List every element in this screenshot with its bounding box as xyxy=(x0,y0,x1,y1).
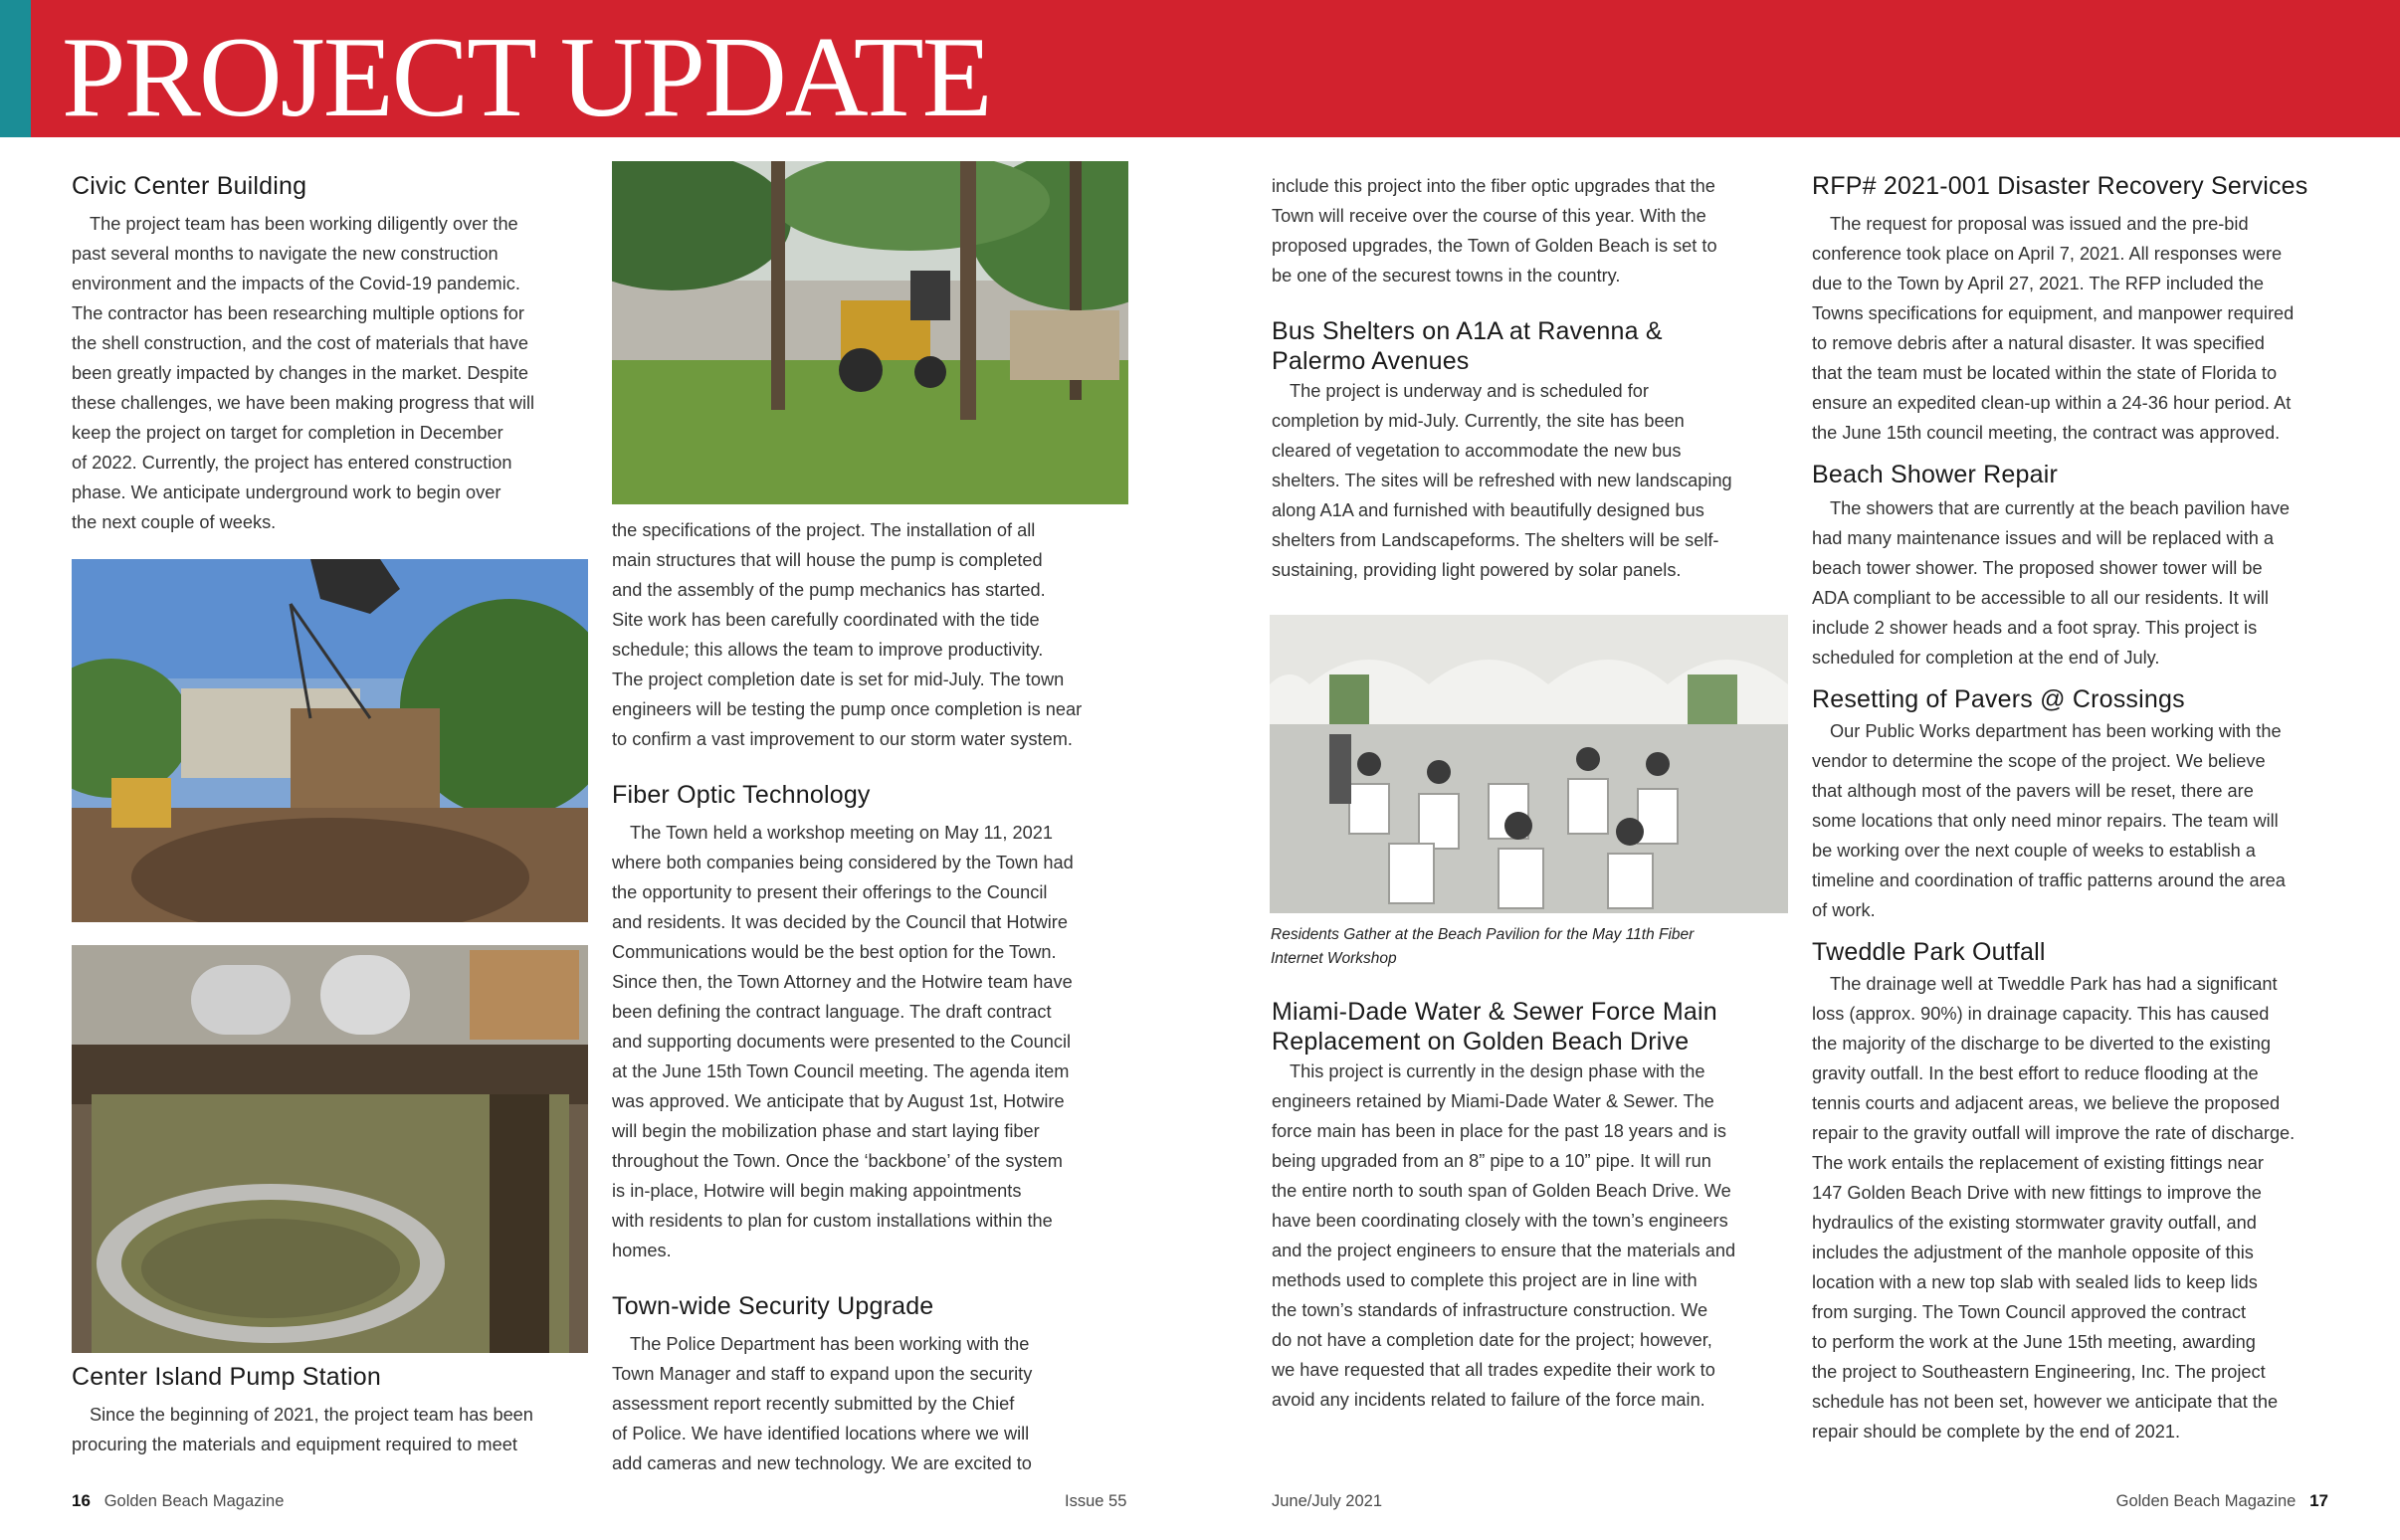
civic-line: environment and the impacts of the Covid-19 pandemic. xyxy=(72,274,520,293)
rfp-line: ensure an expedited clean-up within a 24-36 hour period. At xyxy=(1812,393,2292,413)
tweddle-line: The work entails the replacement of existing fittings near xyxy=(1812,1153,2264,1173)
rfp-line: that the team must be located within the state of Florida to xyxy=(1812,363,2278,383)
pavers-line: vendor to determine the scope of the project. We believe xyxy=(1812,751,2266,771)
fiber-line: and residents. It was decided by the Council that Hotwire xyxy=(612,912,1068,932)
pavers-line: be working over the next couple of weeks to establish a xyxy=(1812,841,2256,861)
security-continued-line: include this project into the fiber optic upgrades that the xyxy=(1272,176,1715,196)
miami-line: force main has been in place for the past 18 years and is xyxy=(1272,1121,1726,1141)
tweddle-line: The drainage well at Tweddle Park has had a significant xyxy=(1830,974,2278,994)
tweddle-line: tennis courts and adjacent areas, we believe the proposed xyxy=(1812,1093,2281,1113)
pump-station-heading: Center Island Pump Station xyxy=(72,1363,381,1391)
tweddle-line: schedule has not been set, however we anticipate that the xyxy=(1812,1392,2279,1412)
security-line: of Police. We have identified locations where we will xyxy=(612,1424,1030,1444)
shower-line: beach tower shower. The proposed shower tower will be xyxy=(1812,558,2263,578)
pump-continued-line: The project completion date is set for mid-July. The town xyxy=(612,670,1065,689)
miami-line: the entire north to south span of Golden Beach Drive. We xyxy=(1272,1181,1731,1201)
right-footer-magazine: Golden Beach Magazine xyxy=(2115,1492,2297,1510)
rfp-line: conference took place on April 7, 2021. All responses were xyxy=(1812,244,2283,264)
caption-line: Internet Workshop xyxy=(1271,950,1397,967)
civic-line: the next couple of weeks. xyxy=(72,512,277,532)
shower-line: had many maintenance issues and will be replaced with a xyxy=(1812,528,2275,548)
rfp-line: to remove debris after a natural disaster. It was specified xyxy=(1812,333,2265,353)
civic-line: The contractor has been researching multiple options for xyxy=(72,303,524,323)
shower-line: scheduled for completion at the end of July. xyxy=(1812,648,2160,668)
bus-line: along A1A and furnished with beautifully designed bus xyxy=(1272,500,1704,520)
fiber-line: at the June 15th Town Council meeting. The agenda item xyxy=(612,1061,1070,1081)
pump-line: Since the beginning of 2021, the project team has been xyxy=(90,1405,533,1425)
bus-line: shelters. The sites will be refreshed with new landscaping xyxy=(1272,471,1732,490)
tweddle-line: location with a new top slab with sealed lids to keep lids xyxy=(1812,1272,2258,1292)
tweddle-line: 147 Golden Beach Drive with new fittings to improve the xyxy=(1812,1183,2262,1203)
header-accent-stripe xyxy=(0,0,31,137)
fiber-line: and supporting documents were presented to the Council xyxy=(612,1032,1072,1052)
pump-line: procuring the materials and equipment required to meet xyxy=(72,1435,517,1454)
civic-line: of 2022. Currently, the project has entered construction xyxy=(72,453,512,473)
tweddle-heading: Tweddle Park Outfall xyxy=(1812,938,2046,966)
column-1-bottom xyxy=(72,1362,589,1459)
tweddle-line: hydraulics of the existing stormwater gravity outfall, and xyxy=(1812,1213,2257,1233)
fiber-line: homes. xyxy=(612,1241,672,1260)
pavers-line: timeline and coordination of traffic patterns around the area xyxy=(1812,870,2286,890)
civic-center-heading: Civic Center Building xyxy=(72,172,307,200)
rfp-line: due to the Town by April 27, 2021. The RFP included the xyxy=(1812,274,2264,293)
security-line: assessment report recently submitted by the Chief xyxy=(612,1394,1015,1414)
tweddle-line: gravity outfall. In the best effort to reduce flooding at the xyxy=(1812,1063,2259,1083)
pump-continued-line: main structures that will house the pump is completed xyxy=(612,550,1043,570)
bus-shelters-heading: Bus Shelters on A1A at Ravenna & xyxy=(1272,317,1663,345)
miami-line: the town’s standards of infrastructure construction. We xyxy=(1272,1300,1708,1320)
pump-continued-line: engineers will be testing the pump once completion is near xyxy=(612,699,1083,719)
tweddle-line: to perform the work at the June 15th meeting, awarding xyxy=(1812,1332,2256,1352)
fiber-line: been defining the contract language. The draft contract xyxy=(612,1002,1052,1022)
photo-caption xyxy=(1271,923,1788,971)
fiber-line: Since then, the Town Attorney and the Hotwire team have xyxy=(612,972,1073,992)
security-line: Town Manager and staff to expand upon the security xyxy=(612,1364,1033,1384)
pump-continued-line: the specifications of the project. The installation of all xyxy=(612,520,1036,540)
rfp-line: The request for proposal was issued and the pre-bid xyxy=(1830,214,2249,234)
miami-line: being upgraded from an 8” pipe to a 10” pipe. It will run xyxy=(1272,1151,1711,1171)
pump-continued-line: schedule; this allows the team to improve productivity. xyxy=(612,640,1044,660)
pavers-line: Our Public Works department has been working with the xyxy=(1830,721,2282,741)
bus-line: shelters from Landscapeforms. The shelters will be self- xyxy=(1272,530,1719,550)
miami-line: and the project engineers to ensure that the materials and xyxy=(1272,1241,1736,1260)
fiber-line: where both companies being considered by the Town had xyxy=(612,853,1074,872)
security-heading: Town-wide Security Upgrade xyxy=(612,1292,934,1320)
left-footer-issue: Issue 55 xyxy=(1065,1492,1127,1510)
miami-line: do not have a completion date for the project; however, xyxy=(1272,1330,1712,1350)
left-page-number: 16 xyxy=(72,1491,91,1510)
pavers-heading: Resetting of Pavers @ Crossings xyxy=(1812,685,2185,713)
civic-line: keep the project on target for completion in December xyxy=(72,423,503,443)
construction-crane-photo xyxy=(72,559,588,922)
civic-line: these challenges, we have been making progress that will xyxy=(72,393,535,413)
shower-line: ADA compliant to be accessible to all our residents. It will xyxy=(1812,588,2269,608)
rfp-line: Towns specifications for equipment, and manpower required xyxy=(1812,303,2295,323)
column-4 xyxy=(1812,171,2364,1446)
pump-continued-line: and the assembly of the pump mechanics has started. xyxy=(612,580,1046,600)
pump-continued-line: Site work has been carefully coordinated with the tide xyxy=(612,610,1040,630)
fiber-line: Communications would be the best option for the Town. xyxy=(612,942,1057,962)
shower-line: include 2 shower heads and a foot spray. This project is xyxy=(1812,618,2258,638)
pump-station-pit-photo xyxy=(72,945,588,1353)
security-line: add cameras and new technology. We are excited to xyxy=(612,1453,1032,1473)
tweddle-line: loss (approx. 90%) in drainage capacity. This has caused xyxy=(1812,1004,2270,1024)
security-continued-line: proposed upgrades, the Town of Golden Beach is set to xyxy=(1272,236,1717,256)
miami-dade-heading: Miami-Dade Water & Sewer Force Main xyxy=(1272,998,1717,1026)
tweddle-line: includes the adjustment of the manhole opposite of this xyxy=(1812,1243,2254,1262)
fiber-line: throughout the Town. Once the ‘backbone’ of the system xyxy=(612,1151,1063,1171)
security-continued-line: Town will receive over the course of this year. With the xyxy=(1272,206,1706,226)
miami-line: avoid any incidents related to failure of the force main. xyxy=(1272,1390,1705,1410)
right-footer-date: June/July 2021 xyxy=(1272,1492,1382,1510)
fiber-line: will begin the mobilization phase and start laying fiber xyxy=(612,1121,1040,1141)
tweddle-line: from surging. The Town Council approved the contract xyxy=(1812,1302,2247,1322)
page-title: PROJECT UPDATE xyxy=(62,14,991,141)
tweddle-line: repair should be complete by the end of 2021. xyxy=(1812,1422,2181,1442)
fiber-line: is in-place, Hotwire will begin making appointments xyxy=(612,1181,1022,1201)
fiber-line: The Town held a workshop meeting on May 11, 2021 xyxy=(630,823,1053,843)
pavers-line: of work. xyxy=(1812,900,1876,920)
tweddle-line: repair to the gravity outfall will improve the rate of discharge. xyxy=(1812,1123,2296,1143)
miami-line: engineers retained by Miami-Dade Water & Sewer. The xyxy=(1272,1091,1714,1111)
miami-line: we have requested that all trades expedite their work to xyxy=(1272,1360,1715,1380)
civic-line: phase. We anticipate underground work to begin over xyxy=(72,482,501,502)
pavilion-workshop-photo xyxy=(1270,615,1788,913)
civic-line: the shell construction, and the cost of materials that have xyxy=(72,333,528,353)
bus-shelters-heading-cont: Palermo Avenues xyxy=(1272,347,1470,375)
pump-continued-line: to confirm a vast improvement to our storm water system. xyxy=(612,729,1073,749)
pavers-line: that although most of the pavers will be reset, there are xyxy=(1812,781,2254,801)
fiber-line: with residents to plan for custom installations within the xyxy=(612,1211,1053,1231)
backhoe-photo xyxy=(612,161,1128,504)
right-footer xyxy=(2116,1489,2328,1513)
security-line: The Police Department has been working with the xyxy=(630,1334,1030,1354)
left-footer xyxy=(72,1489,284,1513)
civic-line: past several months to navigate the new construction xyxy=(72,244,499,264)
column-3 xyxy=(1272,171,1804,585)
bus-line: cleared of vegetation to accommodate the new bus xyxy=(1272,441,1682,461)
miami-line: This project is currently in the design phase with the xyxy=(1290,1061,1705,1081)
miami-line: have been coordinating closely with the town’s engineers xyxy=(1272,1211,1728,1231)
rfp-line: the June 15th council meeting, the contract was approved. xyxy=(1812,423,2281,443)
fiber-optic-heading: Fiber Optic Technology xyxy=(612,781,871,809)
bus-line: The project is underway and is scheduled for xyxy=(1290,381,1649,401)
tweddle-line: the project to Southeastern Engineering, Inc. The project xyxy=(1812,1362,2266,1382)
pavers-line: some locations that only need minor repairs. The team will xyxy=(1812,811,2279,831)
caption-line: Residents Gather at the Beach Pavilion for the May 11th Fiber xyxy=(1271,926,1695,943)
miami-dade-heading-cont: Replacement on Golden Beach Drive xyxy=(1272,1028,1690,1056)
bus-line: sustaining, providing light powered by solar panels. xyxy=(1272,560,1682,580)
miami-line: methods used to complete this project are in line with xyxy=(1272,1270,1698,1290)
civic-line: The project team has been working diligently over the xyxy=(90,214,518,234)
fiber-line: the opportunity to present their offerings to the Council xyxy=(612,882,1048,902)
beach-shower-heading: Beach Shower Repair xyxy=(1812,461,2058,488)
civic-line: been greatly impacted by changes in the market. Despite xyxy=(72,363,528,383)
tweddle-line: the majority of the discharge to be diverted to the existing xyxy=(1812,1034,2272,1054)
column-2 xyxy=(612,515,1139,1478)
bus-line: completion by mid-July. Currently, the site has been xyxy=(1272,411,1685,431)
security-continued-line: be one of the securest towns in the country. xyxy=(1272,266,1621,286)
right-page-number: 17 xyxy=(2309,1491,2328,1510)
column-1 xyxy=(72,171,589,537)
rfp-heading: RFP# 2021-001 Disaster Recovery Services xyxy=(1812,172,2308,200)
fiber-line: was approved. We anticipate that by August 1st, Hotwire xyxy=(612,1091,1065,1111)
column-3-bottom xyxy=(1272,997,1804,1415)
shower-line: The showers that are currently at the beach pavilion have xyxy=(1830,498,2291,518)
left-footer-magazine: Golden Beach Magazine xyxy=(103,1492,285,1510)
